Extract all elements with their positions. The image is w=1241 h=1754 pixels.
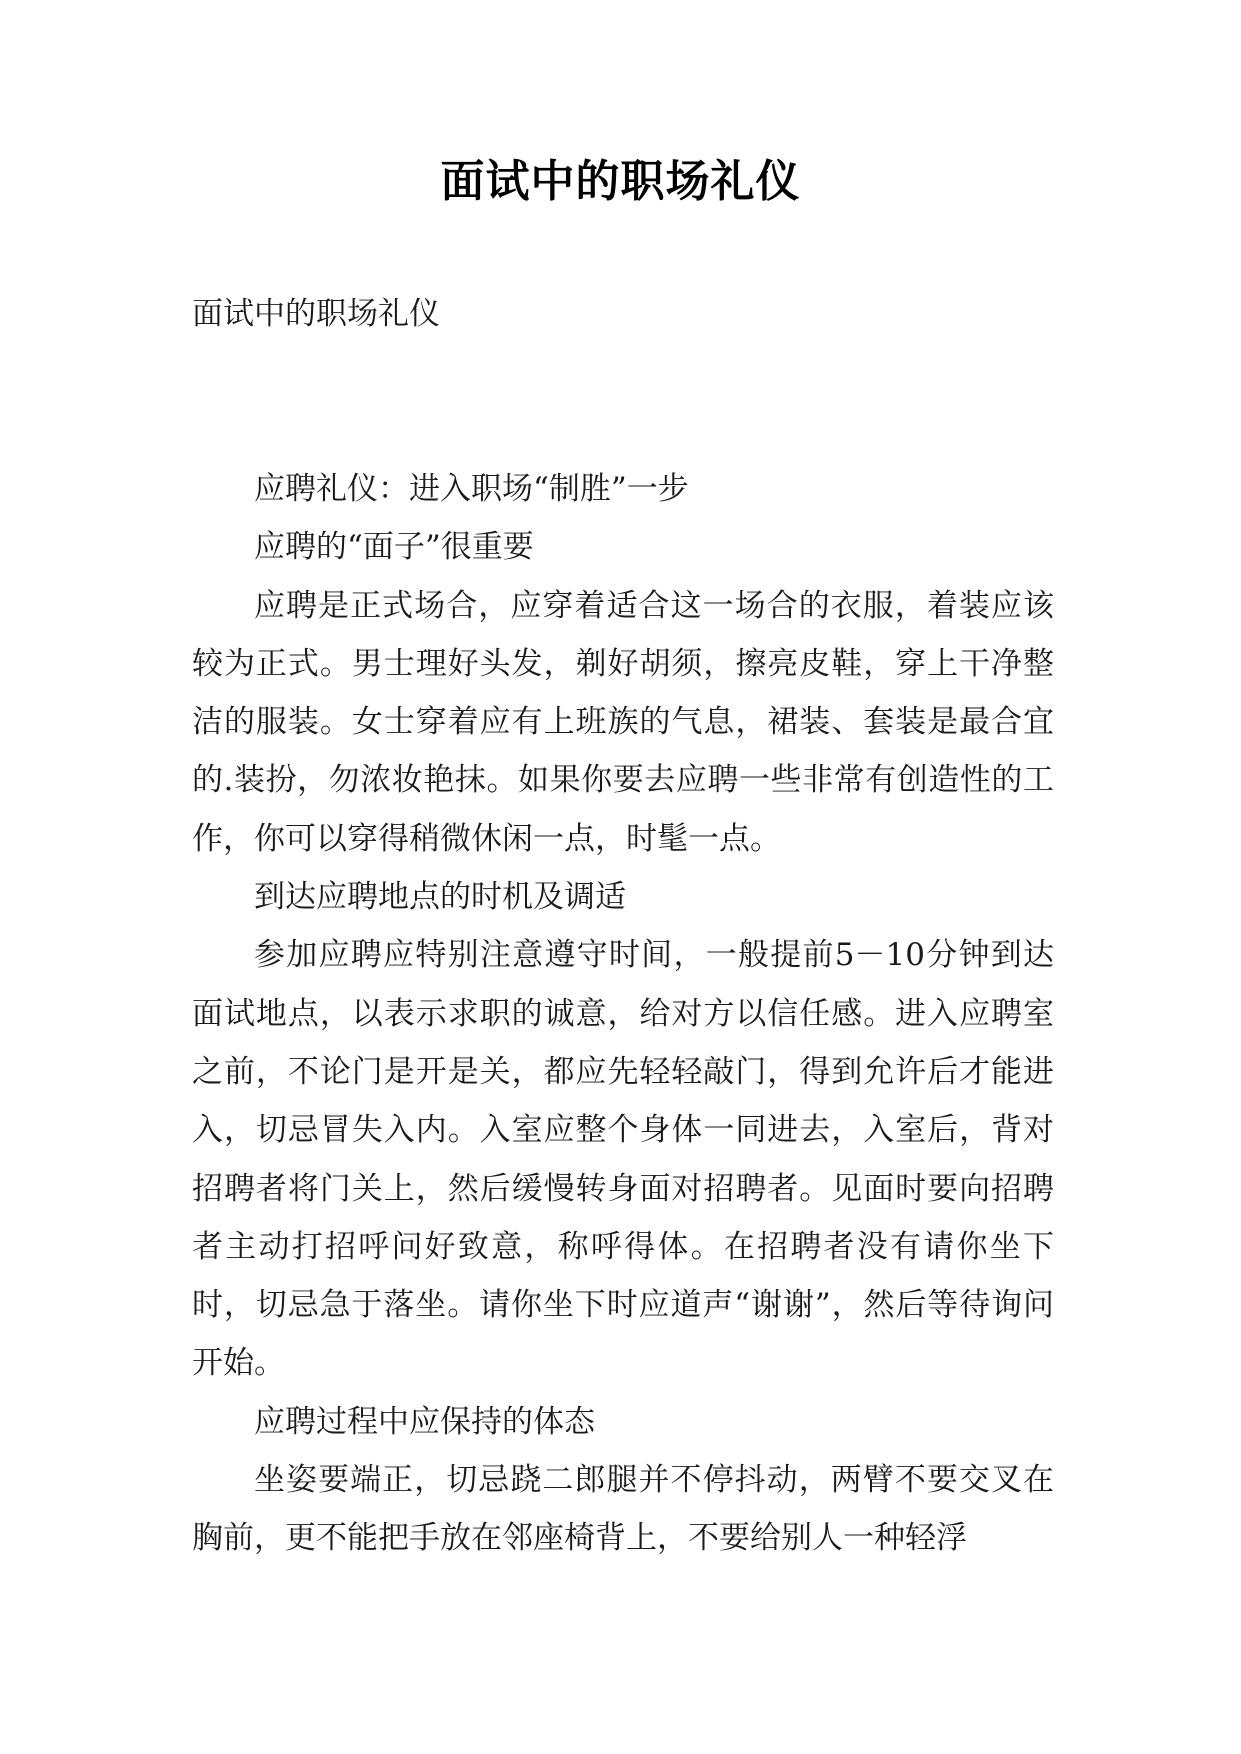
document-title: 面试中的职场礼仪 [440,156,801,207]
document-subtitle: 面试中的职场礼仪 [192,296,440,332]
section-heading: 应聘的“面子”很重要 [254,529,534,566]
document-body [192,460,1054,1568]
body-paragraph: 参加应聘应特别注意遵守时间，一般提前5－10分钟到达面试地点，以表示求职的诚意，给对方以信任感。进入应聘室之前，不论门是开是关，都应先轻轻敲门，得到允许后才能进入，切忌冒失入内。入室应整个身体一同进去，入室后，背对招聘者将门关上，然后缓慢转身面对招聘者。见面时要向招聘者主动打招呼问好致意，称呼得体。在招聘者没有请你坐下时，切忌急于落坐。请你坐下时应道声“谢谢”，然后等待询问开始。 [192,937,1054,1382]
section-heading: 到达应聘地点的时机及调适 [254,879,626,916]
section-heading: 应聘过程中应保持的体态 [254,1403,595,1440]
section-heading: 应聘礼仪：进入职场“制胜”一步 [254,471,689,507]
body-paragraph: 应聘是正式场合，应穿着适合这一场合的衣服，着装应该较为正式。男士理好头发，剃好胡须，擦亮皮鞋，穿上干净整洁的服装。女士穿着应有上班族的气息，裙装、套装是最合宜的.装扮，勿浓妆艳抹。如果你要去应聘一些非常有创造性的工作，你可以穿得稍微休闲一点，时髦一点。 [192,587,1054,857]
body-paragraph: 坐姿要端正，切忌跷二郎腿并不停抖动，两臂不要交叉在胸前，更不能把手放在邻座椅背上，不要给别人一种轻浮 [192,1462,1054,1557]
